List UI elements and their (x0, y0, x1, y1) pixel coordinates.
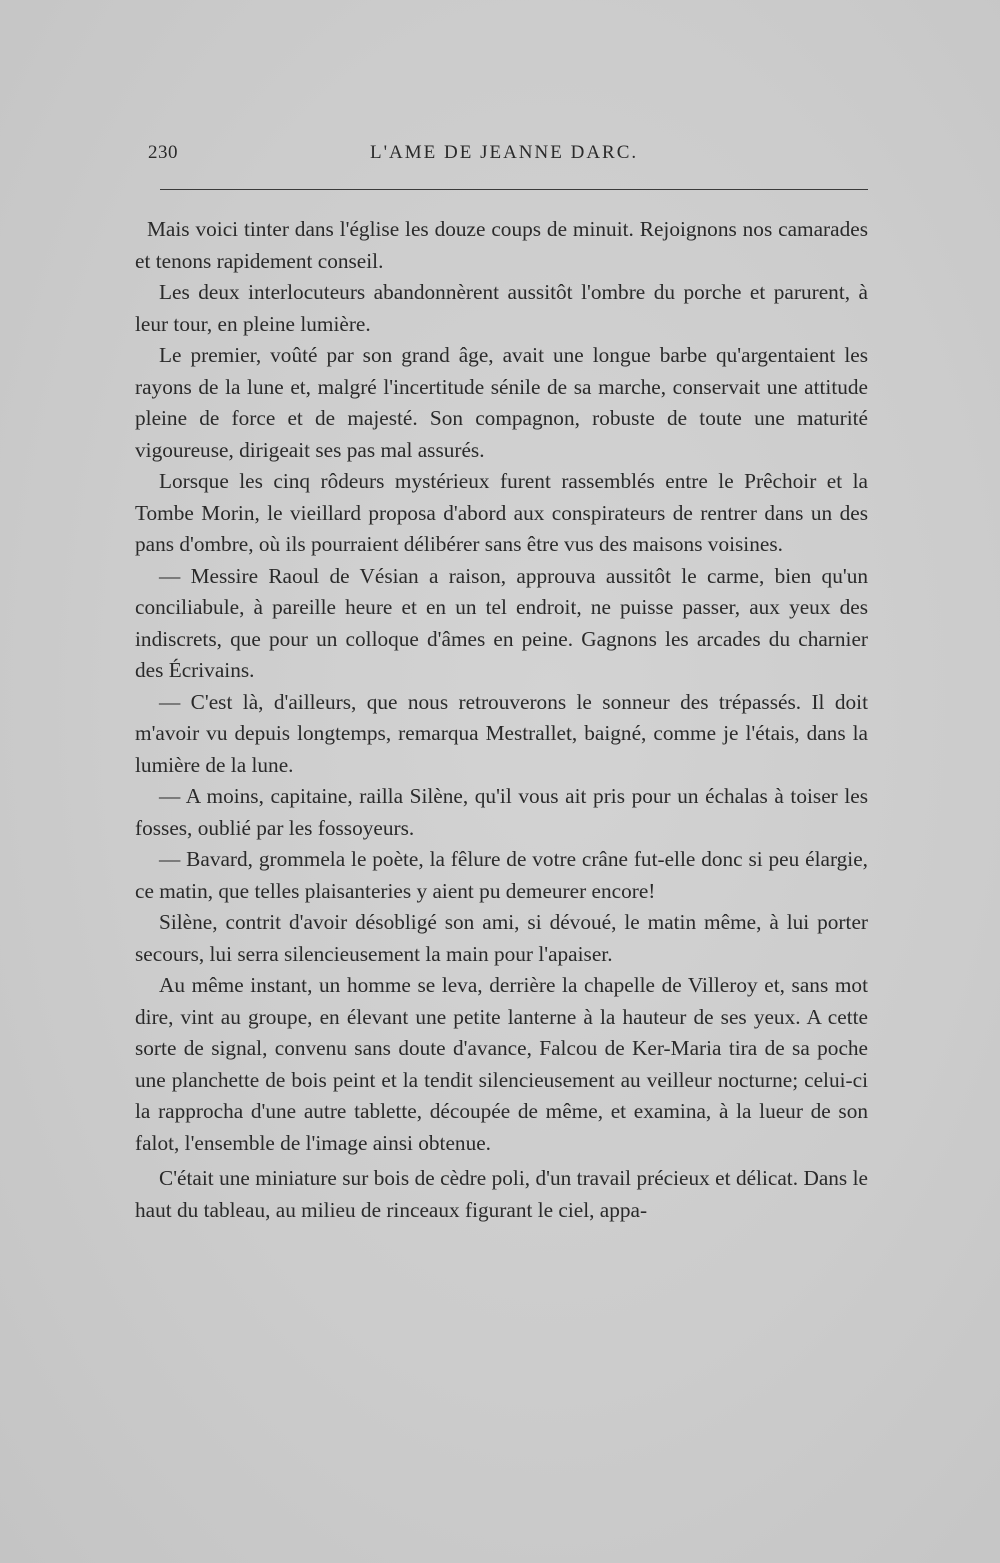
running-title: L'AME DE JEANNE DARC. (370, 142, 639, 163)
header-rule (160, 189, 868, 190)
paragraph: Les deux interlocuteurs abandonnèrent aussitôt l'ombre du porche et parurent, à leur tour, en pleine lumière. (135, 280, 868, 336)
page-number: 230 (148, 142, 178, 163)
page-header (148, 142, 868, 172)
paragraph: — C'est là, d'ailleurs, que nous retrouverons le sonneur des trépassés. Il doit m'avoir vu depuis longtemps, remarqua Mestrallet, baigné, comme je l'étais, dans la lumière de la lune. (135, 689, 868, 777)
paragraph: — Bavard, grommela le poète, la fêlure de votre crâne fut-elle donc si peu élargie, ce matin, que telles plaisanteries y aient pu demeurer encore! (135, 847, 868, 903)
paragraph: Silène, contrit d'avoir désobligé son ami, si dévoué, le matin même, à lui porter secours, lui serra silencieusement la main pour l'apaiser. (135, 910, 868, 966)
paragraph: C'était une miniature sur bois de cèdre poli, d'un travail précieux et délicat. Dans le haut du tableau, au milieu de rinceaux figurant le ciel, appa- (135, 1166, 868, 1222)
paragraph: Lorsque les cinq rôdeurs mystérieux furent rassemblés entre le Prêchoir et la Tombe Morin, le vieillard proposa d'abord aux conspirateurs de rentrer dans un des pans d'ombre, où ils pourraient délibérer sans être vus des maisons voisines. (135, 469, 868, 556)
paragraph: — A moins, capitaine, railla Silène, qu'il vous ait pris pour un échalas à toiser les fosses, oublié par les fossoyeurs. (135, 784, 868, 840)
paragraph: Le premier, voûté par son grand âge, avait une longue barbe qu'argentaient les rayons de la lune et, malgré l'incertitude sénile de sa marche, conservait une attitude pleine de force et de majesté. Son compagnon, robuste de toute une maturité vigoureuse, dirigeait ses pas mal assurés. (135, 343, 868, 462)
paragraph: — Messire Raoul de Vésian a raison, approuva aussitôt le carme, bien qu'un conciliabule, à pareille heure et en un tel endroit, ne puisse passer, aux yeux des indiscrets, que pour un colloque d'âmes en peine. Gagnons les arcades du charnier des Écrivains. (135, 563, 868, 682)
body-text (135, 214, 868, 1226)
paragraph: Mais voici tinter dans l'église les douze coups de minuit. Rejoignons nos camarades et tenons rapidement conseil. (135, 217, 868, 273)
paragraph: Au même instant, un homme se leva, derrière la chapelle de Villeroy et, sans mot dire, vint au groupe, en élevant une petite lanterne à la hauteur de ses yeux. A cette sorte de signal, convenu sans doute d'avance, Falcou de Ker-Maria tira de sa poche une planchette de bois peint et la tendit silencieusement au veilleur nocturne; celui-ci la rapprocha d'une autre tablette, découpée de même, et examina, à la lueur de son falot, l'ensemble de l'image ainsi obtenue. (135, 973, 868, 1155)
